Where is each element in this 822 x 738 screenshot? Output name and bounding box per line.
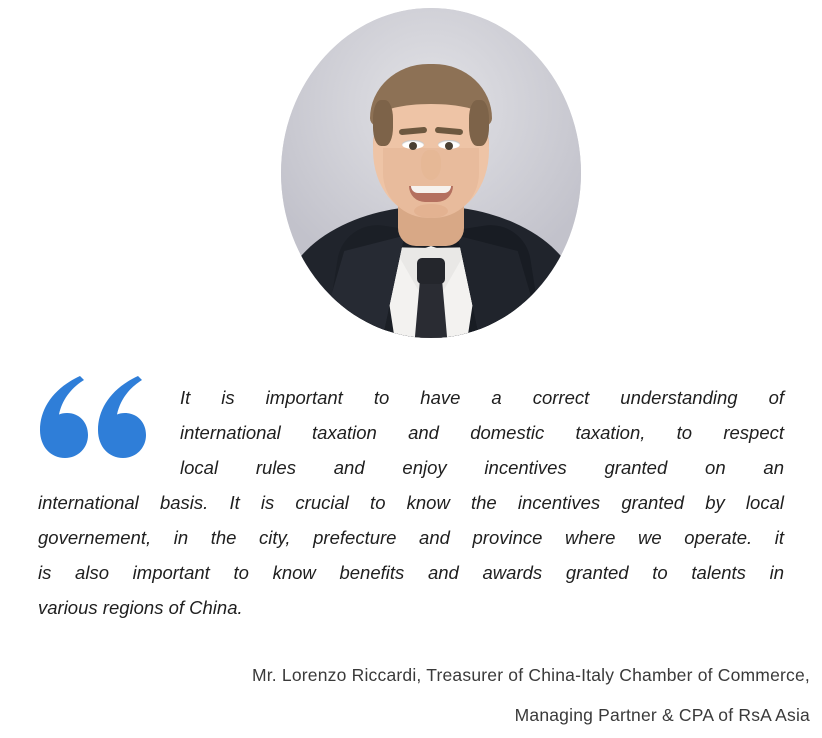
forehead (379, 104, 483, 130)
attribution-line-1: Mr. Lorenzo Riccardi, Treasurer of China-Italy Chamber of Commerce, (251, 665, 810, 685)
necktie-knot (417, 258, 445, 284)
teeth (411, 186, 451, 193)
portrait-container (281, 8, 581, 338)
quote-line: local rules and enjoy incentives granted on an (180, 457, 784, 478)
chin (414, 204, 448, 218)
avatar (281, 8, 581, 338)
nose (421, 150, 441, 180)
attribution-line-2: Managing Partner & CPA of RsA Asia (514, 705, 810, 725)
pupil-right (445, 142, 453, 150)
quote-line: It is important to have a correct understanding of (180, 387, 784, 408)
hair-side-right (469, 100, 489, 146)
quote-text (38, 380, 784, 625)
pupil-left (409, 142, 417, 150)
quote-line: international basis. It is crucial to know the incentives granted by local (38, 492, 784, 513)
attribution (38, 655, 810, 735)
quote-line: is also important to know benefits and awards granted to talents in (38, 562, 784, 583)
quote-line: international taxation and domestic taxation, to respect (180, 422, 784, 443)
quote-line: various regions of China. (38, 597, 243, 618)
hair-side-left (373, 100, 393, 146)
quote-line: governement, in the city, prefecture and province where we operate. it (38, 527, 784, 548)
